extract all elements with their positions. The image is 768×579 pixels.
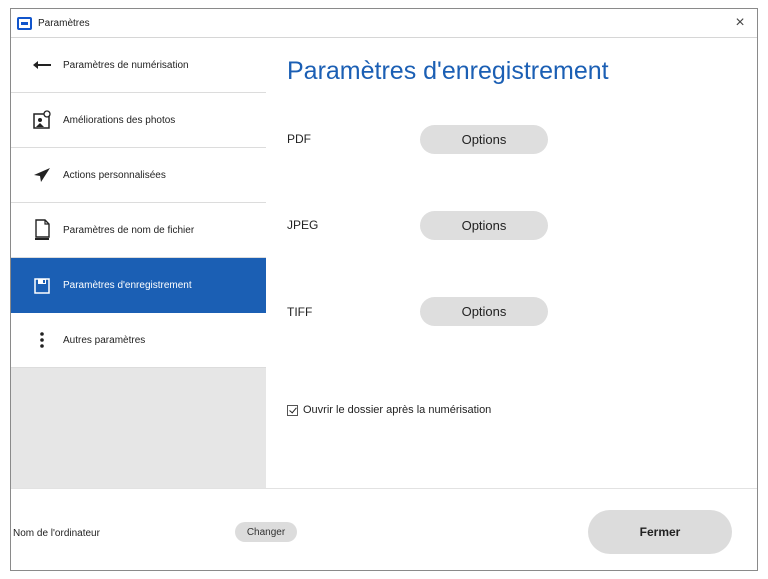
sidebar-item-label: Paramètres d'enregistrement xyxy=(63,280,192,291)
open-folder-option xyxy=(287,404,491,416)
sidebar-item-label: Améliorations des photos xyxy=(63,114,176,126)
sidebar-item-photo-enhancements[interactable] xyxy=(11,93,266,148)
footer-bar xyxy=(11,488,757,570)
sidebar-item-scan-settings[interactable] xyxy=(11,38,266,93)
format-label-tiff: TIFF xyxy=(287,305,313,319)
format-label-jpeg: JPEG xyxy=(287,218,319,232)
close-button[interactable]: Fermer xyxy=(588,510,732,554)
settings-window xyxy=(10,8,758,571)
open-folder-label[interactable]: Ouvrir le dossier après la numérisation xyxy=(303,404,492,416)
sidebar-item-label: Paramètres de numérisation xyxy=(63,59,189,71)
open-folder-checkbox[interactable] xyxy=(287,405,298,416)
sidebar-item-label: Autres paramètres xyxy=(63,334,146,346)
computer-name-label: Nom de l'ordinateur xyxy=(13,528,100,539)
save-icon xyxy=(31,275,53,297)
main-panel xyxy=(266,38,757,488)
tiff-options-button[interactable]: Options xyxy=(420,297,548,326)
sidebar-item-label: Paramètres de nom de fichier xyxy=(63,224,195,236)
sidebar-item-other-settings[interactable] xyxy=(11,313,266,368)
pdf-options-button[interactable]: Options xyxy=(420,125,548,154)
sidebar xyxy=(11,38,266,488)
change-computer-name-button[interactable]: Changer xyxy=(235,522,297,542)
file-icon xyxy=(31,219,53,241)
title-bar xyxy=(11,9,757,38)
sidebar-item-custom-actions[interactable] xyxy=(11,148,266,203)
photo-enhance-icon xyxy=(31,109,53,131)
sidebar-item-filename-settings[interactable] xyxy=(11,203,266,258)
close-window-button[interactable]: × xyxy=(735,14,745,31)
format-label-pdf: PDF xyxy=(287,132,311,146)
send-plane-icon xyxy=(31,164,53,186)
more-vertical-icon xyxy=(31,329,53,351)
sidebar-item-label: Actions personnalisées xyxy=(63,169,166,181)
sidebar-item-save-settings[interactable] xyxy=(11,258,266,313)
scan-arrow-icon xyxy=(31,54,53,76)
jpeg-options-button[interactable]: Options xyxy=(420,211,548,240)
scanner-app-icon xyxy=(17,17,32,30)
page-title: Paramètres d'enregistrement xyxy=(287,57,609,85)
window-title: Paramètres xyxy=(38,17,90,29)
